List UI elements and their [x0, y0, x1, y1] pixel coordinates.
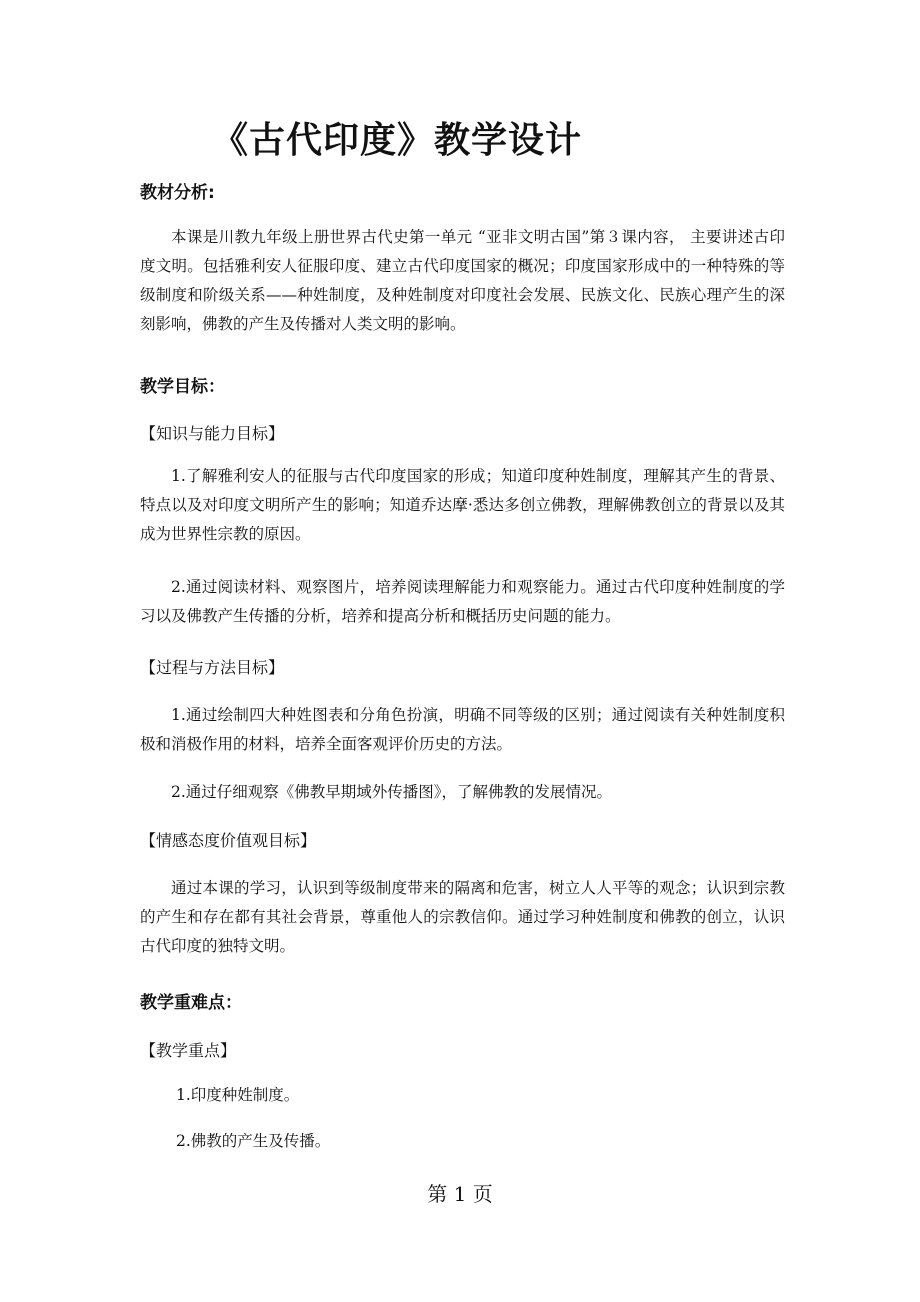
- knowledge-goal-item-1: 1.了解雅利安人的征服与古代印度国家的形成；知道印度种姓制度，理解其产生的背景、特点以及对印度文明所产生的影响；知道乔达摩·悉达多创立佛教，理解佛教创立的背景以及其成为世界性宗教的原因。: [140, 467, 785, 543]
- subheading-process-goals: 【过程与方法目标】: [140, 658, 285, 677]
- page-number: 第 1 页: [427, 1182, 493, 1206]
- key-point-item-1: 1.印度种姓制度。: [176, 1086, 300, 1104]
- section-heading-key-points: 教学重难点：: [140, 993, 242, 1013]
- process-goal-item-2: 2.通过仔细观察《佛教早期域外传播图》，了解佛教的发展情况。: [171, 783, 613, 801]
- subheading-teaching-focus: 【教学重点】: [140, 1041, 237, 1060]
- section-heading-analysis: 教材分析:: [140, 183, 215, 203]
- key-point-item-2: 2.佛教的产生及传播。: [176, 1132, 331, 1150]
- section-heading-goals: 教学目标：: [140, 377, 225, 397]
- knowledge-goal-item-2: 2.通过阅读材料、观察图片，培养阅读理解能力和观察能力。通过古代印度种姓制度的学习以及佛教产生传播的分析，培养和提高分析和概括历史问题的能力。: [140, 578, 785, 625]
- subheading-knowledge-goals: 【知识与能力目标】: [140, 424, 285, 443]
- analysis-paragraph: 本课是川教九年级上册世界古代史第一单元 “亚非文明古国”第３课内容， 主要讲述古印度文明。包括雅利安人征服印度、建立古代印度国家的概况；印度国家形成中的一种特殊的等级制度和阶级关系——种姓制度，及种姓制度对印度社会发展、民族文化、民族心理产生的深刻影响，佛教的产生及传播对人类文明的影响。: [140, 228, 785, 333]
- process-goal-item-1: 1.通过绘制四大种姓图表和分角色扮演，明确不同等级的区别；通过阅读有关种姓制度积极和消极作用的材料，培养全面客观评价历史的方法。: [140, 706, 785, 753]
- emotion-goal-paragraph: 通过本课的学习，认识到等级制度带来的隔离和危害，树立人人平等的观念；认识到宗教的产生和存在都有其社会背景，尊重他人的宗教信仰。通过学习种姓制度和佛教的创立，认识古代印度的独特文明。: [140, 879, 785, 955]
- document-title: 《古代印度》教学设计: [212, 120, 583, 161]
- subheading-emotion-goals: 【情感态度价值观目标】: [140, 831, 317, 850]
